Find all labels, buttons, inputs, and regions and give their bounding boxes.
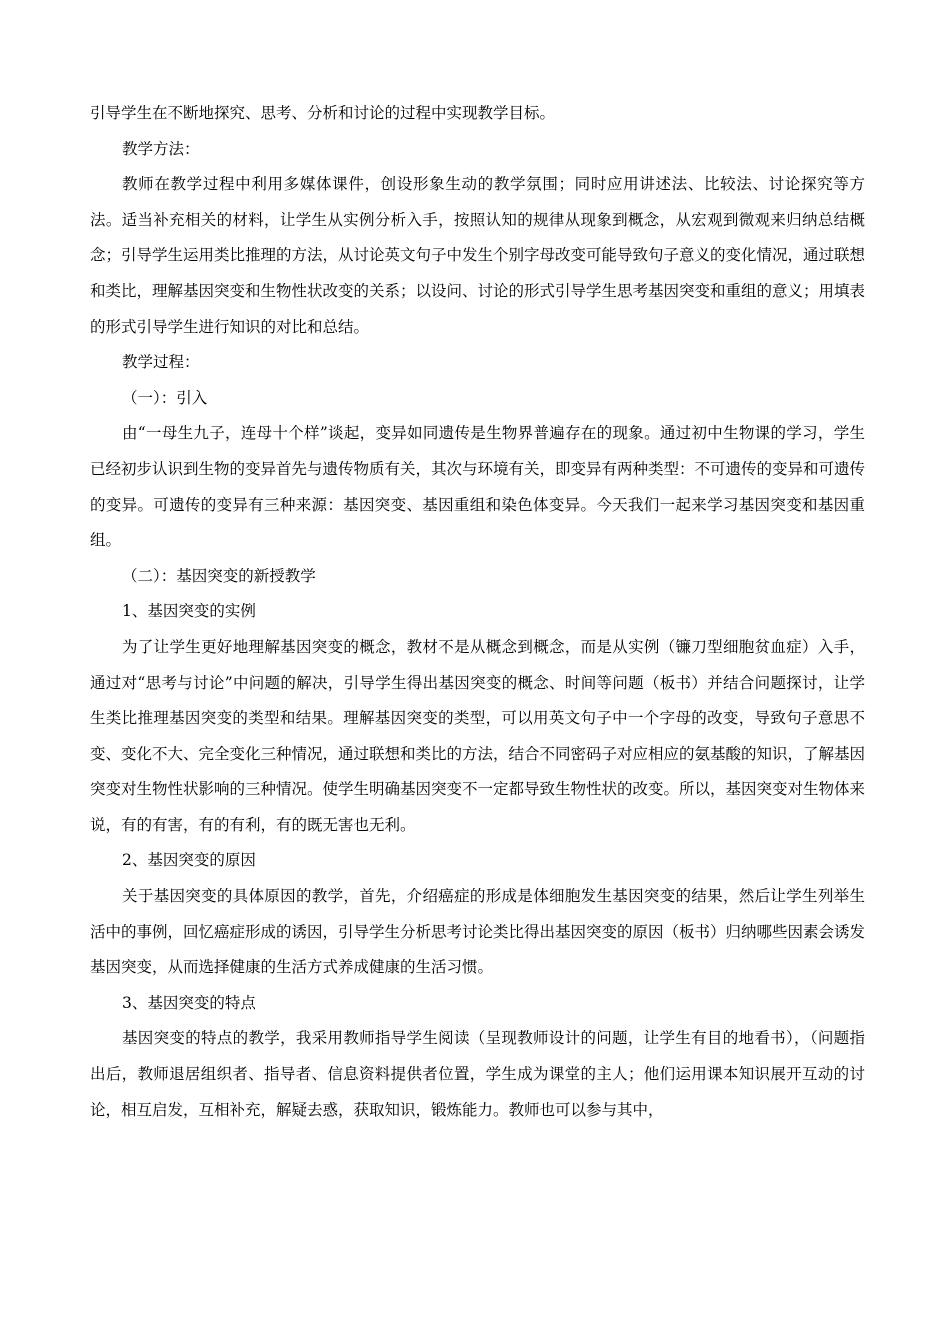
paragraph: 引导学生在不断地探究、思考、分析和讨论的过程中实现教学目标。 — [90, 104, 556, 122]
item-heading: 1、基因突变的实例 — [122, 602, 256, 621]
paragraph: 为了让学生更好地理解基因突变的概念，教材不是从概念到概念，而是从实例（镰刀型细胞贫血症）入手，通过对“思考与讨论”中问题的解决，引导学生得出基因突变的概念、时间等问题（板书）并结合问题探讨，让学生类比推理基因突变的类型和结果。理解基因突变的类型，可以用英文句子中一个字母的改变，导致句子意思不变、变化不大、完全变化三种情况，通过联想和类比的方法，结合不同密码子对应相应的氨基酸的知识，了解基因突变对生物性状影响的三种情况。使学生明确基因突变不一定都导致生物性状的改变。所以，基因突变对生物体来说，有的有害，有的有利，有的既无害也无利。 — [90, 637, 866, 834]
paragraph: 关于基因突变的具体原因的教学，首先，介绍癌症的形成是体细胞发生基因突变的结果，然后让学生列举生活中的事例，回忆癌症形成的诱因，引导学生分析思考讨论类比得出基因突变的原因（板书）归纳哪些因素会诱发基因突变，从而选择健康的生活方式养成健康的生活习惯。 — [90, 887, 866, 977]
subsection-heading: （二）：基因突变的新授教学 — [122, 566, 316, 585]
section-heading: 教学方法： — [122, 139, 200, 158]
item-heading: 2、基因突变的原因 — [122, 851, 256, 870]
paragraph: 基因突变的特点的教学，我采用教师指导学生阅读（呈现教师设计的问题，让学生有目的地看书），（问题指出后，教师退居组织者、指导者、信息资料提供者位置，学生成为课堂的主人；他们运用课本知识展开互动的讨论，相互启发，互相补充，解疑去惑，获取知识，锻炼能力。教师也可以参与其中， — [90, 1029, 865, 1119]
item-heading: 3、基因突变的特点 — [122, 993, 256, 1012]
subsection-heading: （一）：引入 — [122, 388, 208, 407]
paragraph: 教师在教学过程中利用多媒体课件，创设形象生动的教学氛围；同时应用讲述法、比较法、讨论探究等方法。适当补充相关的材料，让学生从实例分析入手，按照认知的规律从现象到概念，从宏观到微观来归纳总结概念；引导学生运用类比推理的方法，从讨论英文句子中发生个别字母改变可能导致句子意义的变化情况，通过联想和类比，理解基因突变和生物性状改变的关系；以设问、讨论的形式引导学生思考基因突变和重组的意义；用填表的形式引导学生进行知识的对比和总结。 — [90, 175, 866, 336]
paragraph: 由“一母生九子，连母十个样”谈起，变异如同遗传是生物界普遍存在的现象。通过初中生物课的学习，学生已经初步认识到生物的变异首先与遗传物质有关，其次与环境有关，即变异有两种类型：不可遗传的变异和可遗传的变异。可遗传的变异有三种来源：基因突变、基因重组和染色体变异。今天我们一起来学习基因突变和基因重组。 — [90, 424, 866, 550]
section-heading: 教学过程： — [122, 353, 200, 372]
